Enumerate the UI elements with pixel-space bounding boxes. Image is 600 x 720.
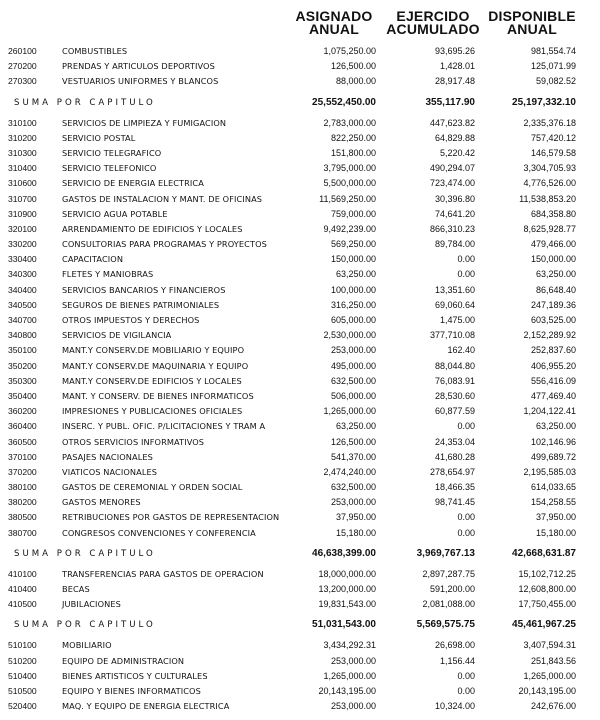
asignado-value: 253,000.00: [330, 655, 376, 666]
header-ejercido-line1: EJERCIDO: [396, 8, 470, 24]
ejercido-value: 0.00: [457, 527, 475, 538]
asignado-value: 1,265,000.00: [323, 670, 376, 681]
table-row: [0, 313, 600, 328]
disponible-value: 477,469.40: [530, 390, 576, 401]
asignado-value: 569,250.00: [330, 239, 376, 250]
disponible-value: 154,258.55: [530, 497, 576, 508]
ejercido-value: 26,698.00: [434, 640, 475, 651]
account-description: SERVICIO TELEGRAFICO: [62, 147, 162, 158]
asignado-value: 19,831,543.00: [318, 599, 376, 610]
account-code: 310300: [8, 147, 37, 158]
asignado-value: 18,000,000.00: [318, 568, 376, 579]
table-row: [0, 510, 600, 525]
asignado-value: 2,530,000.00: [323, 330, 376, 341]
ejercido-value: 88,044.80: [434, 360, 475, 371]
ejercido-value: 28,530.60: [434, 390, 475, 401]
table-row: [0, 450, 600, 465]
table-row: [0, 252, 600, 267]
subtotal-label: SUMA POR CAPITULO: [14, 548, 156, 559]
ejercido-value: 30,396.80: [434, 193, 475, 204]
account-code: 410400: [8, 584, 37, 594]
account-code: 510500: [8, 685, 37, 696]
table-row: [0, 192, 600, 207]
table-row: [0, 59, 600, 74]
asignado-value: 150,000.00: [330, 254, 376, 265]
disponible-value: 4,776,526.00: [523, 178, 576, 189]
asignado-value: 632,500.00: [330, 375, 376, 386]
disponible-value: 45,461,967.25: [512, 619, 576, 631]
asignado-value: 2,474,240.00: [323, 466, 376, 477]
asignado-value: 88,000.00: [335, 76, 376, 87]
table-row: [0, 638, 600, 653]
disponible-value: 251,843.56: [530, 655, 576, 666]
account-code: 310100: [8, 117, 37, 128]
asignado-value: 5,500,000.00: [323, 178, 376, 189]
table-row: [0, 283, 600, 298]
header-disponible-line1: DISPONIBLE: [488, 8, 576, 24]
account-description: CONGRESOS CONVENCIONES Y CONFERENCIA: [62, 527, 256, 538]
table-row: [0, 237, 600, 252]
asignado-value: 253,000.00: [330, 345, 376, 356]
table-row: [0, 267, 600, 282]
asignado-value: 63,250.00: [335, 421, 376, 432]
disponible-value: 757,420.12: [530, 132, 576, 143]
account-code: 510100: [8, 640, 37, 651]
account-description: MANT.Y CONSERV.DE MOBILIARIO Y EQUIPO: [62, 345, 245, 356]
disponible-value: 2,152,289.92: [523, 330, 576, 341]
account-description: MANT.Y CONSERV.DE EDIFICIOS Y LOCALES: [62, 375, 242, 386]
asignado-value: 1,075,250.00: [323, 46, 376, 56]
disponible-value: 242,676.00: [530, 701, 576, 712]
ejercido-value: 2,897,287.75: [422, 568, 475, 579]
disponible-value: 406,955.20: [530, 360, 576, 371]
disponible-value: 981,554.74: [530, 46, 576, 56]
disponible-value: 603,525.00: [530, 315, 576, 325]
table-row: [0, 131, 600, 146]
account-code: 350200: [8, 360, 37, 371]
ejercido-value: 1,156.44: [439, 655, 475, 666]
asignado-value: 126,500.00: [330, 61, 376, 72]
account-description: IMPRESIONES Y PUBLICACIONES OFICIALES: [62, 406, 243, 417]
ejercido-value: 0.00: [457, 421, 475, 432]
table-row: [0, 222, 600, 237]
disponible-value: 150,000.00: [530, 254, 576, 265]
table-row: [0, 597, 600, 612]
asignado-value: 759,000.00: [330, 208, 376, 219]
asignado-value: 3,434,292.31: [323, 640, 376, 651]
account-code: 380700: [8, 527, 37, 538]
account-code: 370100: [8, 451, 37, 462]
account-description: SERVICIO TELEFONICO: [62, 163, 157, 174]
header-disponible: [480, 10, 584, 36]
disponible-value: 37,950.00: [535, 512, 576, 523]
disponible-value: 684,358.80: [530, 208, 576, 219]
account-description: GASTOS DE INSTALACION Y MANT. DE OFICINAS: [62, 193, 263, 204]
ejercido-value: 64,829.88: [434, 132, 475, 143]
ejercido-value: 10,324.00: [434, 701, 475, 712]
disponible-value: 3,407,594.31: [523, 640, 576, 651]
account-code: 340300: [8, 269, 37, 280]
disponible-value: 8,625,928.77: [523, 223, 576, 234]
account-code: 380100: [8, 482, 37, 493]
account-description: FLETES Y MANIOBRAS: [62, 269, 154, 280]
table-row: [0, 389, 600, 404]
asignado-value: 126,500.00: [330, 436, 376, 447]
asignado-value: 495,000.00: [330, 360, 376, 371]
disponible-value: 1,265,000.00: [523, 670, 576, 681]
account-code: 350400: [8, 390, 37, 401]
account-code: 310600: [8, 178, 37, 189]
ejercido-value: 5,569,575.75: [416, 619, 475, 631]
asignado-value: 506,000.00: [330, 390, 376, 401]
account-description: SERVICIO DE ENERGIA ELECTRICA: [62, 178, 204, 189]
account-code: 380500: [8, 512, 37, 523]
asignado-value: 1,265,000.00: [323, 406, 376, 417]
ejercido-value: 1,475.00: [439, 315, 475, 325]
ejercido-value: 0.00: [457, 512, 475, 523]
account-code: 360200: [8, 406, 37, 417]
table-row: [0, 567, 600, 582]
disponible-value: 11,538,853.20: [519, 193, 576, 204]
account-code: 260100: [8, 46, 37, 56]
subtotal-label: SUMA POR CAPITULO: [14, 620, 156, 631]
disponible-value: 2,195,585.03: [523, 466, 576, 477]
account-description: EQUIPO Y BIENES INFORMATICOS: [62, 685, 201, 696]
subtotal-row: [0, 541, 600, 567]
account-code: 270300: [8, 76, 37, 87]
ejercido-value: 0.00: [457, 254, 475, 265]
account-code: 520400: [8, 701, 37, 712]
disponible-value: 1,204,122.41: [523, 406, 576, 417]
account-description: GASTOS DE CEREMONIAL Y ORDEN SOCIAL: [62, 482, 243, 493]
asignado-value: 100,000.00: [330, 284, 376, 295]
table-row: [0, 374, 600, 389]
ejercido-value: 98,741.45: [434, 497, 475, 508]
disponible-value: 146,579.58: [530, 147, 576, 158]
ejercido-value: 0.00: [457, 670, 475, 681]
table-row: [0, 435, 600, 450]
disponible-value: 499,689.72: [530, 451, 576, 462]
disponible-value: 479,466.00: [530, 239, 576, 250]
disponible-value: 25,197,332.10: [512, 96, 576, 108]
account-code: 270200: [8, 61, 37, 72]
header-asignado: [286, 10, 382, 36]
ejercido-value: 278,654.97: [429, 466, 475, 477]
disponible-value: 2,335,376.18: [523, 117, 576, 128]
table-row: [0, 328, 600, 343]
table-row: [0, 495, 600, 510]
header-asignado-line2: ANUAL: [309, 21, 359, 37]
asignado-value: 316,250.00: [330, 299, 376, 310]
account-description: TRANSFERENCIAS PARA GASTOS DE OPERACION: [62, 568, 264, 579]
asignado-value: 15,180.00: [335, 527, 376, 538]
ejercido-value: 5,220.42: [439, 147, 475, 158]
account-code: 350300: [8, 375, 37, 386]
account-code: 340800: [8, 330, 37, 341]
disponible-value: 12,608,800.00: [518, 584, 576, 594]
account-description: MANT.Y CONSERV.DE MAQUINARIA Y EQUIPO: [62, 360, 249, 371]
account-code: 340500: [8, 299, 37, 310]
disponible-value: 247,189.36: [530, 299, 576, 310]
account-description: MANT. Y CONSERV. DE BIENES INFORMATICOS: [62, 390, 254, 401]
account-code: 310200: [8, 132, 37, 143]
ejercido-value: 3,969,767.13: [416, 547, 475, 559]
asignado-value: 25,552,450.00: [312, 96, 376, 108]
asignado-value: 9,492,239.00: [323, 223, 376, 234]
ejercido-value: 162.40: [447, 345, 475, 356]
ejercido-value: 69,060.64: [434, 299, 475, 310]
subtotal-row: [0, 612, 600, 638]
account-description: JUBILACIONES: [62, 599, 121, 610]
account-code: 330400: [8, 254, 37, 265]
account-description: SERVICIOS DE LIMPIEZA Y FUMIGACION: [62, 117, 227, 128]
account-description: SEGUROS DE BIENES PATRIMONIALES: [62, 299, 220, 310]
subtotal-row: [0, 90, 600, 116]
account-code: 320100: [8, 223, 37, 234]
asignado-value: 822,250.00: [330, 132, 376, 143]
account-code: 340400: [8, 284, 37, 295]
asignado-value: 63,250.00: [335, 269, 376, 280]
ejercido-value: 76,083.91: [434, 375, 475, 386]
table-row: [0, 146, 600, 161]
asignado-value: 13,200,000.00: [318, 584, 376, 594]
account-description: INSERC. Y PUBL. OFIC. P/LICITACIONES Y TRAM A: [62, 421, 266, 432]
table-row: [0, 74, 600, 89]
asignado-value: 11,569,250.00: [319, 193, 376, 204]
disponible-value: 63,250.00: [535, 421, 576, 432]
table-row: [0, 44, 600, 59]
disponible-value: 15,180.00: [535, 527, 576, 538]
account-code: 410100: [8, 568, 37, 579]
table-row: [0, 465, 600, 480]
account-description: OTROS IMPUESTOS Y DERECHOS: [62, 315, 200, 325]
account-description: SERVICIOS BANCARIOS Y FINANCIEROS: [62, 284, 226, 295]
disponible-value: 15,102,712.25: [518, 568, 576, 579]
account-code: 330200: [8, 239, 37, 250]
account-description: BECAS: [62, 584, 90, 594]
table-row: [0, 699, 600, 714]
table-row: [0, 526, 600, 541]
account-code: 340700: [8, 315, 37, 325]
account-description: CONSULTORIAS PARA PROGRAMAS Y PROYECTOS: [62, 239, 267, 250]
account-description: RETRIBUCIONES POR GASTOS DE REPRESENTACION: [62, 512, 280, 523]
ejercido-value: 60,877.59: [434, 406, 475, 417]
asignado-value: 541,370.00: [330, 451, 376, 462]
asignado-value: 151,800.00: [330, 147, 376, 158]
disponible-value: 614,033.65: [530, 482, 576, 493]
account-code: 360500: [8, 436, 37, 447]
disponible-value: 17,750,455.00: [518, 599, 576, 610]
budget-table: [0, 44, 600, 714]
table-row: [0, 654, 600, 669]
asignado-value: 632,500.00: [330, 482, 376, 493]
asignado-value: 253,000.00: [330, 701, 376, 712]
ejercido-value: 447,623.82: [429, 117, 475, 128]
ejercido-value: 591,200.00: [429, 584, 475, 594]
account-description: COMBUSTIBLES: [62, 46, 128, 56]
account-description: PRENDAS Y ARTICULOS DEPORTIVOS: [62, 61, 215, 72]
ejercido-value: 18,466.35: [434, 482, 475, 493]
disponible-value: 59,082.52: [535, 76, 576, 87]
asignado-value: 253,000.00: [330, 497, 376, 508]
account-description: VESTUARIOS UNIFORMES Y BLANCOS: [62, 76, 219, 87]
account-description: EQUIPO DE ADMINISTRACION: [62, 655, 185, 666]
disponible-value: 252,837.60: [530, 345, 576, 356]
ejercido-value: 2,081,088.00: [422, 599, 475, 610]
ejercido-value: 24,353.04: [434, 436, 475, 447]
ejercido-value: 723,474.00: [429, 178, 475, 189]
ejercido-value: 1,428.01: [439, 61, 475, 72]
account-code: 510400: [8, 670, 37, 681]
account-description: ARRENDAMIENTO DE EDIFICIOS Y LOCALES: [62, 223, 243, 234]
header-ejercido-line2: ACUMULADO: [386, 21, 480, 37]
account-description: GASTOS MENORES: [62, 497, 141, 508]
account-description: MOBILIARIO: [62, 640, 112, 651]
asignado-value: 51,031,543.00: [312, 619, 376, 631]
account-code: 310700: [8, 193, 37, 204]
disponible-value: 42,668,631.87: [512, 547, 576, 559]
disponible-value: 63,250.00: [535, 269, 576, 280]
table-row: [0, 669, 600, 684]
disponible-value: 3,304,705.93: [523, 163, 576, 174]
ejercido-value: 13,351.60: [434, 284, 475, 295]
table-row: [0, 359, 600, 374]
ejercido-value: 490,294.07: [429, 163, 475, 174]
ejercido-value: 28,917.48: [434, 76, 475, 87]
ejercido-value: 89,784.00: [434, 239, 475, 250]
account-description: CAPACITACION: [62, 254, 124, 265]
account-code: 360400: [8, 421, 37, 432]
ejercido-value: 377,710.08: [429, 330, 475, 341]
asignado-value: 37,950.00: [335, 512, 376, 523]
account-description: SERVICIOS DE VIGILANCIA: [62, 330, 172, 341]
table-row: [0, 684, 600, 699]
table-row: [0, 404, 600, 419]
asignado-value: 605,000.00: [330, 315, 376, 325]
table-row: [0, 207, 600, 222]
ejercido-value: 866,310.23: [429, 223, 475, 234]
table-row: [0, 419, 600, 434]
disponible-value: 102,146.96: [530, 436, 576, 447]
account-description: SERVICIO POSTAL: [62, 132, 136, 143]
table-row: [0, 298, 600, 313]
account-code: 370200: [8, 466, 37, 477]
ejercido-value: 0.00: [457, 685, 475, 696]
table-row: [0, 582, 600, 597]
account-code: 350100: [8, 345, 37, 356]
account-code: 510200: [8, 655, 37, 666]
asignado-value: 2,783,000.00: [323, 117, 376, 128]
disponible-value: 125,071.99: [530, 61, 576, 72]
account-code: 380200: [8, 497, 37, 508]
asignado-value: 20,143,195.00: [318, 685, 376, 696]
ejercido-value: 74,641.20: [434, 208, 475, 219]
ejercido-value: 0.00: [457, 269, 475, 280]
account-code: 310400: [8, 163, 37, 174]
ejercido-value: 93,695.26: [434, 46, 475, 56]
header-asignado-line1: ASIGNADO: [295, 8, 373, 24]
table-row: [0, 480, 600, 495]
account-description: PASAJES NACIONALES: [62, 451, 153, 462]
table-row: [0, 116, 600, 131]
account-description: MAQ. Y EQUIPO DE ENERGIA ELECTRICA: [62, 701, 230, 712]
asignado-value: 46,638,399.00: [312, 547, 376, 559]
account-description: BIENES ARTISTICOS Y CULTURALES: [62, 670, 208, 681]
asignado-value: 3,795,000.00: [323, 163, 376, 174]
table-row: [0, 343, 600, 358]
header-disponible-line2: ANUAL: [507, 21, 557, 37]
account-description: OTROS SERVICIOS INFORMATIVOS: [62, 436, 205, 447]
subtotal-label: SUMA POR CAPITULO: [14, 97, 156, 108]
table-row: [0, 161, 600, 176]
account-description: VIATICOS NACIONALES: [62, 466, 158, 477]
account-description: SERVICIO AGUA POTABLE: [62, 208, 168, 219]
header-ejercido: [384, 10, 482, 36]
ejercido-value: 355,117.90: [425, 96, 475, 108]
disponible-value: 556,416.09: [530, 375, 576, 386]
disponible-value: 20,143,195.00: [518, 685, 576, 696]
ejercido-value: 41,680.28: [434, 451, 475, 462]
table-row: [0, 176, 600, 191]
account-code: 410500: [8, 599, 37, 610]
account-code: 310900: [8, 208, 37, 219]
disponible-value: 86,648.40: [535, 284, 576, 295]
